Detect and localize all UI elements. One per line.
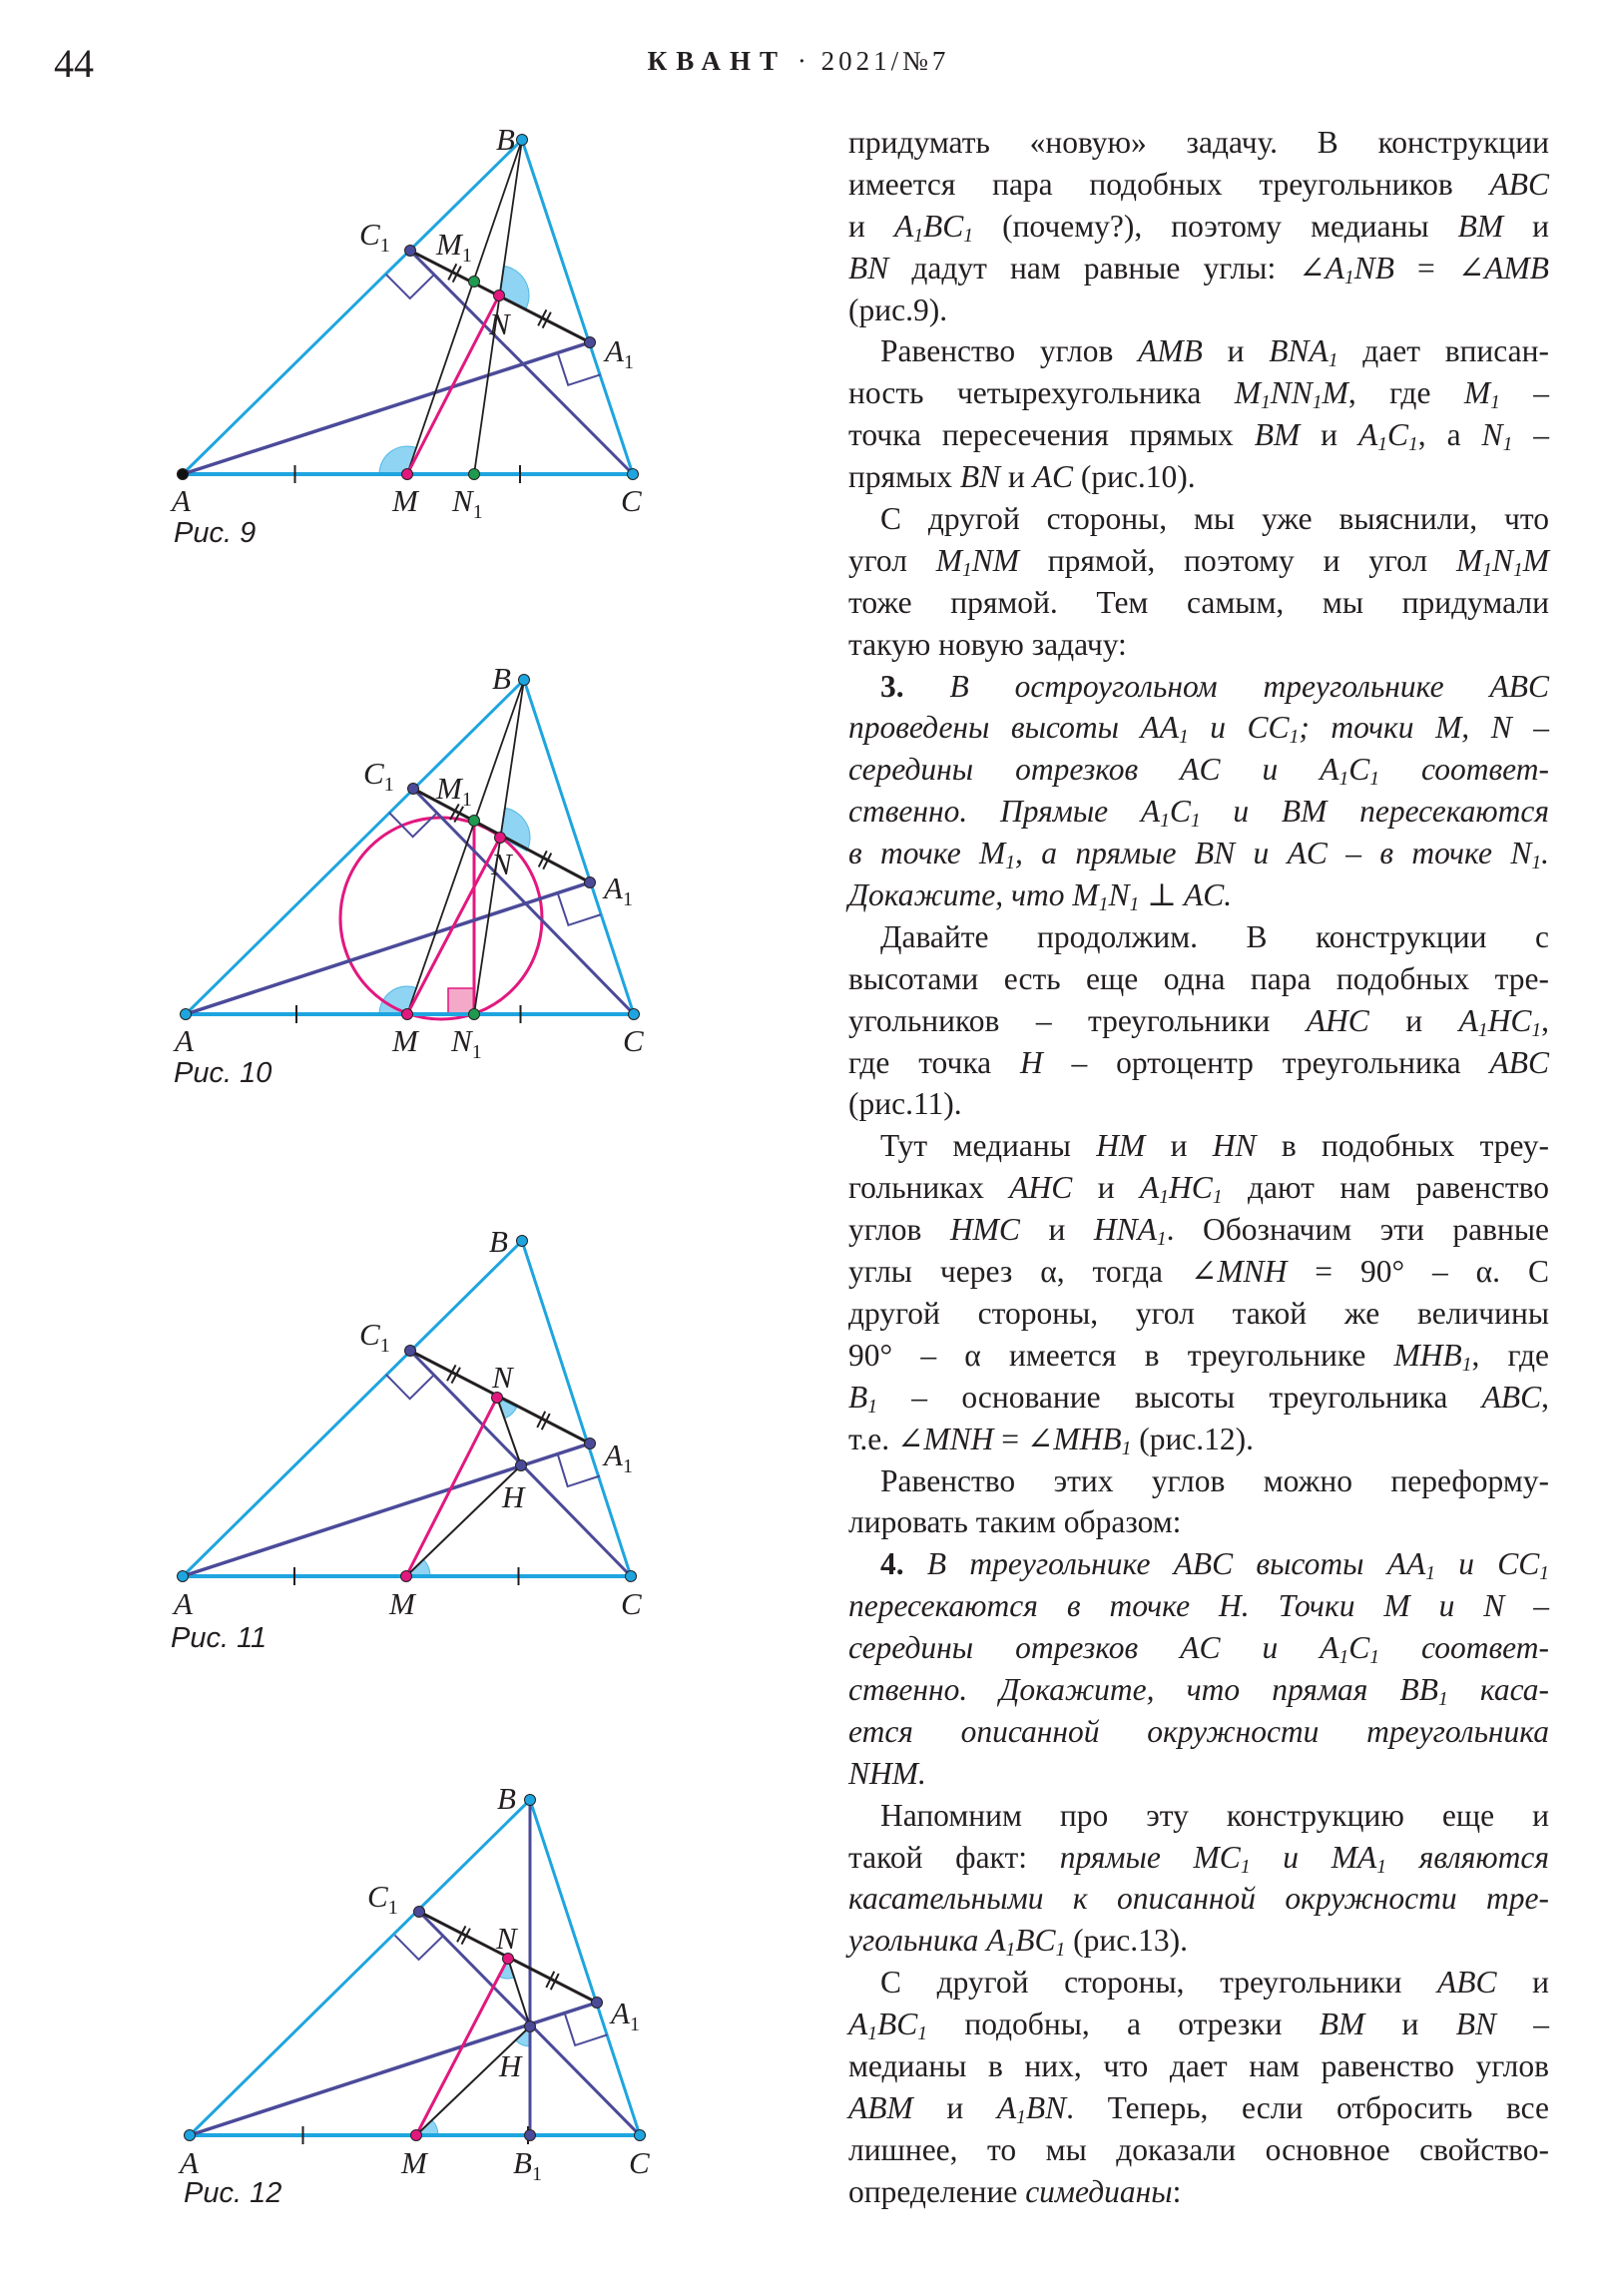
point-N1: [469, 1009, 480, 1020]
side-BC: [524, 680, 634, 1014]
header-separator: ·: [797, 46, 810, 76]
text-line: (рис.9).: [848, 291, 948, 327]
text-line: придумать «новую» задачу. В конструкции: [848, 125, 1549, 160]
text-line: Докажите, что $M_1N_1$ ⊥ AC.: [848, 877, 1233, 915]
point-label: C: [621, 483, 642, 518]
text-line: лировать таким образом:: [848, 1504, 1182, 1540]
caption-fig12: Рис. 12: [184, 2177, 282, 2209]
point-A1: [585, 877, 596, 888]
point-B: [517, 1236, 528, 1247]
point-C: [635, 2130, 646, 2141]
altitude-AA1: [183, 342, 590, 474]
text-line: $B_1$ – основание высоты треугольника ABC,: [848, 1379, 1549, 1418]
text-line: где точка H – ортоцентр треугольника ABC: [848, 1044, 1549, 1080]
point-M1: [469, 277, 480, 287]
segment-MN: [407, 295, 499, 474]
text-line: ется описанной окружности треугольника: [848, 1713, 1549, 1749]
point-A1: [585, 1438, 596, 1449]
text-line: Давайте продолжим. В конструкции с: [880, 918, 1549, 954]
point-label: M: [389, 1586, 415, 1621]
point-label: A: [174, 1586, 193, 1621]
point-label: B: [489, 1224, 508, 1259]
text-line: точка пересечения прямых BM и $A_1C_1$, а $N_1$ –: [848, 417, 1550, 456]
text-line: 4. В треугольнике ABC высоты $AA_1$ и $CC_1$: [880, 1546, 1549, 1585]
text-line: Напомним про эту конструкцию еще и: [880, 1797, 1549, 1833]
text-line: ABM и $A_1BN$. Теперь, если отбросить все: [848, 2089, 1549, 2128]
point-C1: [408, 784, 419, 795]
side-BC: [522, 1241, 631, 1576]
page-number: 44: [54, 41, 94, 86]
point-H: [525, 2021, 536, 2032]
point-N: [495, 833, 506, 844]
text-line: гольниках AHC и $A_1HC_1$ дают нам равенство: [848, 1170, 1549, 1209]
point-A: [181, 1009, 192, 1020]
point-M: [401, 1571, 412, 1582]
point-label: M: [392, 483, 418, 518]
point-label: B: [492, 661, 511, 696]
point-label: B: [497, 1781, 516, 1816]
text-line: BN дадут нам равные углы: $\angle A_1NB$ = ∠AMB: [848, 250, 1549, 288]
text-line: С другой стороны, треугольники ABC и: [880, 1965, 1550, 2001]
text-line: и $A_1BC_1$ (почему?), поэтому медианы BM и: [848, 208, 1550, 247]
point-M1: [469, 816, 480, 827]
altitude-AA1: [183, 1443, 590, 1576]
segment-MN: [416, 1959, 508, 2135]
point-label: $M_1$: [436, 771, 472, 811]
text-line: (рис.11).: [848, 1086, 962, 1122]
point-M: [411, 2130, 422, 2141]
point-C: [628, 469, 639, 480]
point-N: [494, 290, 505, 301]
point-B: [517, 135, 528, 146]
text-line: такой факт: прямые $MC_1$ и $MA_1$ являются: [848, 1839, 1550, 1878]
point-B: [525, 1795, 536, 1806]
text-line: NHM.: [848, 1755, 926, 1791]
side-AB: [183, 140, 522, 474]
caption-fig11: Рис. 11: [171, 1622, 267, 1654]
journal-title: КВАНТ: [647, 46, 788, 76]
point-B: [519, 675, 530, 686]
right-angle-C1-mark: [386, 1375, 434, 1399]
text-line: угольников – треугольники AHC и $A_1HC_1$,: [848, 1002, 1549, 1041]
point-label: M: [401, 2145, 427, 2180]
text-line: определение симедианы:: [848, 2173, 1182, 2209]
point-label: C: [623, 1023, 644, 1058]
point-label: B: [496, 122, 515, 157]
point-label: $A_1$: [604, 1437, 633, 1477]
text-line: прямых BN и AC (рис.10).: [848, 459, 1196, 495]
point-M: [402, 469, 413, 480]
point-label: $C_1$: [367, 1879, 398, 1919]
point-C1: [405, 1346, 416, 1357]
text-line: высотами есть еще одна пара подобных тре-: [848, 960, 1549, 996]
right-angle-C1-mark: [389, 813, 437, 837]
point-label: N: [496, 1921, 517, 1956]
text-line: середины отрезков AC и $A_1C_1$ соответ-: [848, 752, 1549, 791]
text-line: С другой стороны, мы уже выяснили, что: [880, 501, 1549, 537]
point-label: C: [629, 2145, 650, 2180]
right-angle-C1-mark: [386, 275, 434, 298]
point-label: $A_1$: [611, 1996, 640, 2035]
point-label: $C_1$: [359, 217, 390, 257]
point-C: [626, 1571, 637, 1582]
text-line: 90° – α имеется в треугольнике $MHB_1$, где: [848, 1337, 1550, 1376]
point-N1: [469, 469, 480, 480]
point-label: $N_1$: [451, 1023, 482, 1063]
text-line: ность четырехугольника $M_1NN_1M$, где $M_1$ –: [848, 375, 1550, 414]
right-angle-C1-mark: [395, 1936, 443, 1960]
point-A1: [585, 337, 596, 348]
point-label: N: [491, 847, 512, 881]
issue-number: 2021/№7: [820, 46, 950, 76]
text-line: пересекаются в точке H. Точки M и N –: [848, 1588, 1549, 1624]
point-label: $B_1$: [513, 2145, 542, 2185]
point-label: A: [180, 2145, 199, 2180]
point-label: $C_1$: [363, 756, 394, 796]
text-line: другой стороны, угол такой же величины: [848, 1295, 1549, 1331]
point-label: N: [492, 1360, 513, 1395]
text-line: $A_1BC_1$ подобны, а отрезки BM и BN –: [848, 2007, 1550, 2044]
point-label: $A_1$: [604, 870, 633, 910]
text-line: середины отрезков AC и $A_1C_1$ соответ-: [848, 1630, 1549, 1668]
text-line: лишнее, то мы доказали основное свойство-: [848, 2131, 1549, 2167]
point-A: [185, 2130, 196, 2141]
point-label: N: [489, 306, 510, 341]
point-label: $N_1$: [452, 483, 483, 523]
point-label: A: [172, 483, 191, 518]
side-AB: [190, 1800, 530, 2135]
point-label: $A_1$: [605, 333, 634, 373]
caption-fig9: Рис. 9: [174, 517, 257, 549]
text-line: Тут медианы HM и HN в подобных треу-: [880, 1128, 1549, 1164]
point-B1: [525, 2130, 536, 2141]
side-BC: [530, 1800, 640, 2135]
point-label: H: [502, 1479, 525, 1514]
point-C1: [414, 1907, 425, 1918]
text-line: ственно. Прямые $A_1C_1$ и BM пересекаются: [848, 794, 1549, 833]
text-line: углов HMC и $HNA_1$. Обозначим эти равные: [848, 1212, 1549, 1251]
text-line: 3. В остроугольном треугольнике ABC: [880, 668, 1549, 704]
point-label: A: [175, 1023, 194, 1058]
segment-MN: [406, 1398, 497, 1576]
text-line: т.е. ∠MNH = $\angle MHB_1$ (рис.12).: [848, 1421, 1255, 1459]
point-label: C: [621, 1586, 642, 1621]
point-A: [178, 469, 189, 480]
text-line: Равенство этих углов можно переформу-: [880, 1462, 1549, 1498]
text-line: Равенство углов AMB и $BNA_1$ дает вписан-: [880, 333, 1549, 372]
text-line: имеется пара подобных треугольников ABC: [848, 166, 1549, 202]
text-line: угольника $A_1BC_1$ (рис.13).: [848, 1923, 1188, 1962]
point-label: $C_1$: [359, 1317, 390, 1357]
altitude-AA1: [190, 2003, 597, 2135]
point-C: [629, 1009, 640, 1020]
point-A: [178, 1571, 189, 1582]
side-BC: [522, 140, 633, 474]
text-line: в точке $M_1$, а прямые BN и AC – в точке $N_1$.: [848, 836, 1549, 874]
caption-fig10: Рис. 10: [174, 1057, 272, 1089]
point-label: H: [499, 2048, 522, 2083]
text-line: ственно. Докажите, что прямая $BB_1$ каса-: [848, 1671, 1549, 1710]
point-H: [516, 1460, 527, 1471]
text-line: такую новую задачу:: [848, 626, 1127, 662]
point-C1: [405, 246, 416, 257]
segment-NH: [508, 1959, 530, 2026]
text-line: угол $M_1NM$ прямой, поэтому и угол $M_1N_1M$: [848, 542, 1549, 581]
text-line: касательными к описанной окружности тре-: [848, 1881, 1549, 1917]
point-label: $M_1$: [436, 227, 472, 267]
text-line: углы через α, тогда ∠MNH = 90° – α. С: [848, 1254, 1549, 1290]
point-A1: [592, 1998, 603, 2009]
point-label: M: [392, 1023, 418, 1058]
point-M: [402, 1009, 413, 1020]
article-text-column: [848, 122, 1549, 2213]
side-AB: [183, 1241, 522, 1576]
text-line: тоже прямой. Тем самым, мы придумали: [848, 584, 1549, 620]
text-line: проведены высоты $AA_1$ и $CC_1$; точки M, N –: [848, 710, 1549, 749]
text-line: медианы в них, что дает нам равенство углов: [848, 2047, 1549, 2083]
